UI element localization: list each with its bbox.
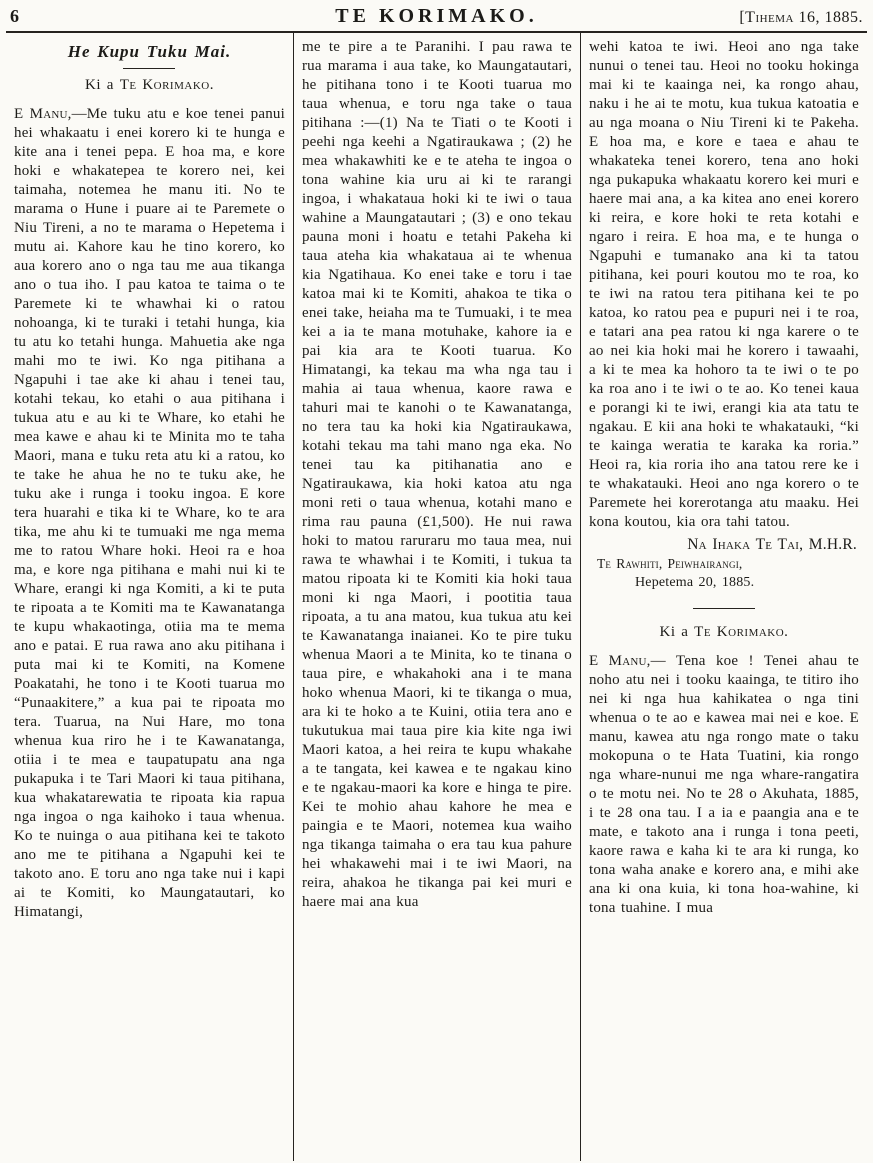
masthead	[6, 3, 867, 31]
letter1-col1-text: —Me tuku atu e koe tenei panui hei whakaatu i enei korero ki te hunga e kite ana i tenei pepa. E hoa ma, e kore hoki e whakatepea te korero nei, kei taimaha, notemea he manu iti. No te marama o Hune i puare ai te Paremete o Niu Tireni, a no te marama o Hepetema i mutu ai. Kahore kau he tino korero, ko aua korero ano o nga tau me aua tikanga ano o tua iho. I pau katoa te taima o te Paremete ki te whawhai ki o ratou nohoanga, ki te turaki i tetahi hunga, kia tu atu ko tetahi hunga. Mahuetia ake nga mahi mo te iwi. Ko nga pitihana a Ngapuhi i tae ake ki ahau i tenei tau, kotahi tekau, ko etahi o aua pitihana i tukua atu e au ki te Whare, ko etahi he mea kawe e ahau ki te Minita mo te taha Maori, mana e tuku reta atu ki a ratou, ko te take he ahua he no te tuku ake, he tuku ake i runga i tooku ingoa. E kore tera huarahi e tika ki te Whare, ko te ara tika, me ahu ki te tumuaki me nga mema me to ratou Whare hoki. Heoi ra e hoa ma, e kore nga pitihana e mahi nui ki te Whare, erangi ki nga Komiti, a ki te puta te ripoata a te Komiti ma te Kawanatanga te kupu whakaotinga, otiia ma te mema ano e patai. E rua rawa ano aku pitihana i puta mai ki te Komiti, na Komene Poakatahi, he tono i te Kooti tuarua mo “Punaakitere,” a kua pai te ripoata mo tera. Tuarua, na Nui Hare, mo tona whenua kua riro he i te Kawanatanga, otiia i te mea e taupatupatu ana nga pukapuka i te Tari Maori ki taua pitihana, kua whakatarewatia te ripoata kia rapua nga ingoa o nga kaihoko i taua whenua. Ko te nuinga o aua pitihana kei te takoto ano me te pitihana a Ngapuhi kei te takoto ano. E toru ano nga take nui i kapi ai te Komiti, ko Maungatautari, ko Himatangi,	[14, 106, 285, 920]
letter1-address-place: Te Rawhiti, Peiwhairangi,	[596, 556, 743, 571]
letter1-body-col2: me te pire a te Paranihi. I pau rawa te rua marama i aua take, ko Maungatautari, he pitihana tono i te Kooti tuarua mo taua whenua, e toru nga take o taua pitihana :—(1) Na te Tiati o te Kooti i peehi nga keehi a Ngatiraukawa ; (2) he mea whakawhiti ke e te ateha te ingoa o tona wahine kia uru ai ki te rarangi ingoa, i whakataua hoki ki te iwi o taua wahine a Maungatautari ; (3) e ono tekau pauna moni i hoatu e tetahi Pakeha ki taua ateha kia whakataua ai te whenua kia Ngatihaua. Ko enei take e toru i tae katoa mai ki te Komiti, ahakoa te tika o enei take, heiaha ma te Tumuaki, i te mea kei a ia te mana motuhake, kahore ia e pai kia ara te Kooti tuarua. Ko Himatangi, ka tekau ma wha nga tau i mahia ai taua whenua, kaore rawa e tahuri mai te kanohi o te Kawanatanga, no tera tau ka hoki kia Ngatiraukawa, kotahi tekau ma tahi mano nga eka. No tenei tau ka pitihanatia ano e Ngatiraukawa, kia hoki katoa atu nga moni reti o taua whenua, kotahi mano e rima rau pauna (£1,500). He nui rawa hoki to matou raruraru mo taua mea, nui rawa te whawhai i te Komiti, i tukua ta matou ripoata ki te Komiti kia hoki taua moni ki nga Maori, i pootitia taua ripoata, a tu ana matou, kua tukua atu kei te Kawanatanga inaianei. Ko te pire tuku whenua Maori a te Minita, ko te tinana o taua pire, e whakahoki ana i te mana hoko whenua Maori, ki te tikanga o mua, ara ki te hoko a te Kuini, otiia tera ano e tukutukua mai taua pire kia kite nga iwi Maori katoa, a hei reira te kupu whakahe a te tangata, kei kawea e te ngakau kino e te ngakau-maori ka kore e hinga te pire. Kei te mohio ahau kahore he mea e paingia e te Maori, notemea kua waiho nga tikanga taimaha o era tau kua pahure hei whakawehi mai i te iwi Maori, na reira, ahakoa he tikanga pai kei muri e haere mai ana kua	[301, 39, 572, 910]
column-1	[6, 33, 293, 1161]
issue-date: [Tihema 16, 1885.	[739, 9, 863, 26]
letter1-signature: Na Ihaka Te Tai, M.H.R.	[687, 536, 857, 553]
letter1-salutation	[14, 76, 285, 95]
letter1-body-col3: wehi katoa te iwi. Heoi ano nga take nunui o tenei tau. Heoi no tooku hokinga mai ki te kaainga nei, ka rongo ahau, naku i he ai te motu, kua tukua katoatia e au nga moana o Niu Tireni ki te Pakeha. E hoa ma, e kore e taea e ahau te whakateka tenei korero, tena ano hoki nga pukapuka whakaatu korero kei muri e haere mai ana, a ka kitea ano enei korero ki reira, e kore hoki te reta kotahi e ngaro i reira. E hoa ma, e te hunga o Ngapuhi e tumanako ana ki ta tatou pitihana, kei pouri koutou mo te roa, ko te iwi na ratou tera pitihana kei te po katoa, ko ratou pea e pupuri nei i te roa, e tatari ana pea ratou ki nga karere o te ao nei kia hoki mai he korero i tawaahi, a ki te mea ka hohoro ta te iwi o te po ka roa ano i te iwi o te ao. Ko tenei kaua e porangi ki te iwi, erangi kia ata tatu te ngakau. E kii ana hoki te whakatauki, “ki te kainga weratia te karaka ka roria.” Heoi ra, kia roria iho ana tatou rere ke i te whakatauki. Heoi ano nga korero o te Paremete hei korerotanga atu maaku. Hei kona koutou, kia ora tahi tatou.	[588, 39, 859, 530]
letter2-body	[589, 652, 859, 918]
section-divider	[123, 68, 175, 69]
letter-opener: E Manu,	[14, 106, 72, 122]
text-columns	[6, 33, 867, 1161]
salutation-prefix: Ki a	[85, 77, 120, 93]
column-3	[580, 33, 867, 1161]
letter-opener: E Manu,	[588, 653, 651, 669]
page-number: 6	[10, 6, 19, 26]
letter2-text: — Tena koe ! Tenei ahau te noho atu nei i tooku kaainga, te titiro iho nei ki nga hua kahikatea o nga tini whenua o te ao e kawea mai nei e koe. E manu, kawea atu nga rongo mate o taku mokopuna o te Hata Tuatini, kia rongo nga whare-nunui me nga whare-rangatira o te motu nei. No te 28 o Akuhata, 1885, i te 28 ona tau. I a ia e paangia ana e te mate, e takoto ana i runga i tona peeti, kaore rawa e kaha ki te ara ki runga, ko tona waha anake e korero ana, e mihi ake ana ki ona kuia, ki tona hoa-wahine, ki tona tuahine. I mua	[588, 653, 859, 916]
salutation-prefix: Ki a	[659, 624, 695, 640]
letter1-address-date: Hepetema 20, 1885.	[634, 575, 755, 590]
column-2	[293, 33, 580, 1161]
paper-title: TE KORIMAKO.	[335, 5, 538, 27]
section-title: He Kupu Tuku Mai.	[67, 42, 232, 61]
letter2-salutation	[589, 623, 859, 642]
letter-divider	[693, 608, 755, 609]
salutation-name: Te Korimako.	[694, 624, 789, 640]
letter1-body-col1	[14, 105, 285, 922]
salutation-name: Te Korimako.	[119, 77, 214, 93]
